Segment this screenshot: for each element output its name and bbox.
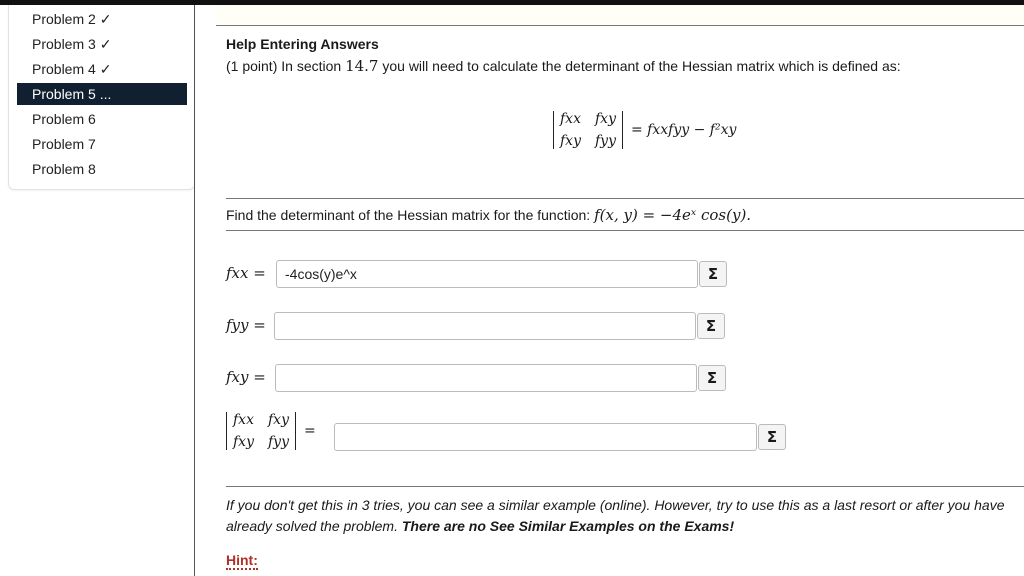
det-matrix-a12: fxy: [268, 412, 289, 428]
matrix-a12: fxy: [595, 111, 616, 127]
determinant-equation-editor-button[interactable]: Σ: [758, 424, 786, 450]
sidebar-item-problem-7[interactable]: Problem 7: [32, 136, 96, 152]
sidebar-item-problem-4[interactable]: Problem 4 ✓: [32, 61, 112, 77]
divider-line: [226, 230, 1024, 231]
matrix-a21: fxy: [560, 133, 581, 149]
find-text: Find the determinant of the Hessian matrix for the function:: [226, 207, 595, 223]
divider-line: [226, 486, 1024, 487]
sidebar-item-problem-3[interactable]: Problem 3 ✓: [32, 36, 112, 52]
sidebar-divider: [194, 5, 195, 576]
sidebar-item-problem-5[interactable]: Problem 5 ...: [17, 83, 187, 105]
sidebar-item-problem-2[interactable]: Problem 2 ✓: [32, 11, 112, 27]
similar-example-note: [226, 495, 1024, 537]
hint-link[interactable]: Hint:: [226, 552, 258, 568]
determinant-matrix: [226, 412, 296, 450]
help-entering-answers-title: Help Entering Answers: [226, 36, 379, 52]
fyy-equation-editor-button[interactable]: Σ: [697, 313, 725, 339]
function-expression: f(x, y) = −4eˣ cos(y).: [594, 206, 752, 224]
hessian-definition: [553, 111, 736, 149]
matrix-a11: fxx: [560, 111, 581, 127]
hessian-matrix: [553, 111, 623, 149]
note-text: If you don't get this in 3 tries, you can see a similar example (online). However, try to use this as a last resort or after you have already solved the problem.: [226, 497, 1005, 534]
fxy-equation-editor-button[interactable]: Σ: [698, 365, 726, 391]
determinant-label: [226, 412, 316, 450]
find-instruction: [226, 206, 751, 224]
det-matrix-a11: fxx: [233, 412, 254, 428]
fxx-answer-input[interactable]: [276, 260, 698, 288]
note-bold-text: There are no See Similar Examples on the Exams!: [401, 518, 735, 534]
fyy-answer-input[interactable]: [274, 312, 696, 340]
intro-text-pre: (1 point) In section: [226, 58, 346, 74]
intro-text-post: you will need to calculate the determinant of the Hessian matrix which is defined as:: [378, 58, 901, 74]
det-matrix-a22: fyy: [268, 434, 289, 450]
header-strip: [216, 5, 1024, 26]
fxy-label: fxy =: [226, 368, 266, 386]
fxy-answer-input[interactable]: [275, 364, 697, 392]
hessian-formula-rhs: = fxxfyy − f²xy: [631, 122, 737, 138]
determinant-answer-input[interactable]: [334, 423, 757, 451]
problem-intro: [226, 57, 901, 75]
problem-sidebar: [8, 5, 195, 190]
determinant-equals: =: [304, 423, 316, 439]
det-matrix-a21: fxy: [233, 434, 254, 450]
matrix-a22: fyy: [595, 133, 616, 149]
fxx-equation-editor-button[interactable]: Σ: [699, 261, 727, 287]
divider-line: [226, 198, 1024, 199]
sidebar-item-problem-8[interactable]: Problem 8: [32, 161, 96, 177]
section-number: 14.7: [345, 57, 379, 75]
fxx-label: fxx =: [226, 264, 266, 282]
fyy-label: fyy =: [226, 316, 266, 334]
sidebar-item-problem-6[interactable]: Problem 6: [32, 111, 96, 127]
